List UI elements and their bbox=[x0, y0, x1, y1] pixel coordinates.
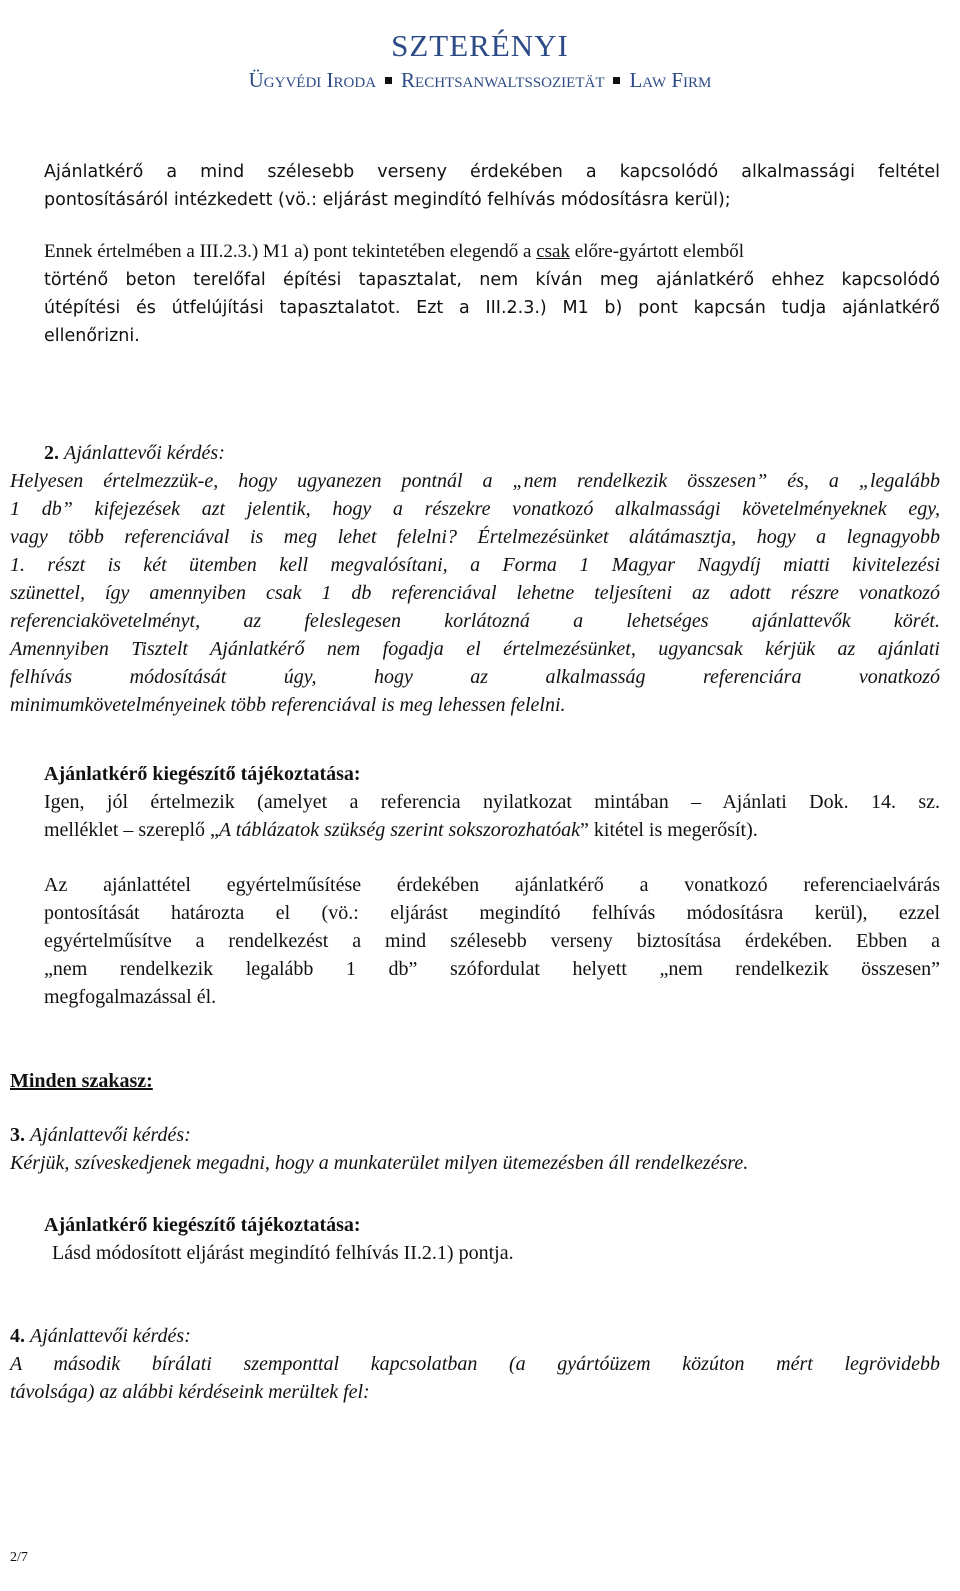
q2-question-line: Amennyiben Tisztelt Ajánlatkérő nem fogadja el értelmezésünket, ugyancsak kérjük az ajánlati bbox=[10, 638, 940, 660]
q2-answer-line2 bbox=[44, 816, 940, 844]
q2-answer-label: Ajánlatkérő kiegészítő tájékoztatása: bbox=[44, 763, 361, 785]
q2-answer-2-line: „nem rendelkezik legalább 1 db” szófordulat helyett „nem rendelkezik összesen” bbox=[44, 958, 940, 980]
q2-answer-text-b: ” kitétel is megerősít). bbox=[580, 819, 758, 841]
q2-question-line: 1. részt is két ütemben kell megvalósítani, a Forma 1 Magyar Nagydíj miatti kivitelezési bbox=[10, 554, 940, 576]
q2-question bbox=[10, 467, 940, 719]
question-4 bbox=[10, 1322, 940, 1406]
q2-answer-text-a: melléklet – szereplő „ bbox=[44, 819, 219, 841]
q2-answer-line1: Igen, jól értelmezik (amelyet a referencia nyilatkozat mintában – Ajánlati Dok. 14. sz. bbox=[44, 791, 940, 813]
q2-answer-2-line: megfogalmazással él. bbox=[44, 986, 217, 1008]
firm-subtitle bbox=[0, 68, 960, 92]
q2-answer-italic: A táblázatok szükség szerint sokszorozhatóak bbox=[218, 819, 581, 841]
q3-answer-label: Ajánlatkérő kiegészítő tájékoztatása: bbox=[44, 1214, 361, 1236]
q4-label: Ajánlattevői kérdés: bbox=[30, 1325, 191, 1347]
q4-question-line1: A második bírálati szemponttal kapcsolatban (a gyártóüzem közúton mért legrövidebb bbox=[10, 1353, 940, 1375]
question-2 bbox=[10, 439, 940, 719]
q2-question-line: szünettel, így amennyiben csak 1 db referenciával lehetne teljesíteni az adott részre vonatkozó bbox=[10, 582, 940, 604]
q4-number: 4. bbox=[10, 1325, 25, 1347]
section-heading: Minden szakasz: bbox=[10, 1070, 153, 1092]
q2-question-line: Helyesen értelmezzük-e, hogy ugyanezen pontnál a „nem rendelkezik összesen” és, a „legalább bbox=[10, 470, 940, 492]
para1-line1: Ajánlatkérő a mind szélesebb verseny érdekében a kapcsolódó alkalmassági feltétel bbox=[44, 162, 940, 182]
q2-answer-2-line: egyértelműsítve a rendelkezést a mind szélesebb verseny biztosítása érdekében. Ebben a bbox=[44, 930, 940, 952]
page-number: 2/7 bbox=[10, 1550, 28, 1565]
q3-number: 3. bbox=[10, 1124, 25, 1146]
firm-name: SZTERÉNYI bbox=[391, 28, 569, 63]
firm-sub-hu: Ügyvédi Iroda bbox=[248, 68, 377, 92]
q3-answer bbox=[44, 1211, 940, 1267]
letterhead bbox=[0, 0, 960, 92]
para2-line2: történő beton terelőfal építési tapasztalat, nem kíván meg ajánlatkérő ehhez kapcsolódó bbox=[44, 270, 940, 290]
para2-line3: útépítési és útfelújítási tapasztalatot. Ezt a III.2.3.) M1 b) pont kapcsán tudja ajánlatkérő bbox=[44, 298, 940, 318]
q2-answer-2-line: pontosítását határozta el (vö.: eljárást megindító felhívás módosításra kerül), ezzel bbox=[44, 902, 940, 924]
para2-text-a: Ennek értelmében a III.2.3.) M1 a) pont tekintetében elegendő a bbox=[44, 241, 537, 262]
para2-line1 bbox=[44, 238, 940, 266]
q2-question-line: felhívás módosítását úgy, hogy az alkalmasság referenciára vonatkozó bbox=[10, 666, 940, 688]
q3-question: Kérjük, szíveskedjenek megadni, hogy a munkaterület milyen ütemezésben áll rendelkezésre. bbox=[10, 1152, 749, 1174]
q3-heading bbox=[10, 1121, 940, 1149]
para2-underlined: csak bbox=[536, 241, 570, 262]
paragraph-2 bbox=[44, 238, 940, 350]
square-bullet-icon bbox=[613, 77, 620, 84]
firm-sub-de: Rechtsanwaltssozietät bbox=[401, 68, 605, 92]
q2-question-line: referenciakövetelményt, az feleslegesen korlátozná a lehetséges ajánlattevők körét. bbox=[10, 610, 940, 632]
q2-answer-2 bbox=[44, 871, 940, 1011]
q2-heading bbox=[10, 439, 940, 467]
q2-question-line: vagy több referenciával is meg lehet felelni? Értelmezésünket alátámasztja, hogy a legnagyobb bbox=[10, 526, 940, 548]
q2-answer-2-lines bbox=[44, 871, 940, 1011]
para1-line2: pontosításáról intézkedett (vö.: eljárást megindító felhívás módosításra kerül); bbox=[44, 190, 731, 210]
q4-heading bbox=[10, 1322, 940, 1350]
q2-question-line: 1 db” kifejezések azt jelentik, hogy a részekre vonatkozó alkalmassági követelményeknek egy, bbox=[10, 498, 940, 520]
q2-number: 2. bbox=[44, 442, 59, 464]
q2-answer bbox=[44, 760, 940, 844]
q4-question-line2: távolsága) az alábbi kérdéseink merültek fel: bbox=[10, 1381, 370, 1403]
q2-label: Ajánlattevői kérdés: bbox=[64, 442, 225, 464]
q3-answer-text: Lásd módosított eljárást megindító felhívás II.2.1) pontja. bbox=[52, 1242, 514, 1264]
paragraph-1 bbox=[44, 158, 940, 214]
q3-label: Ajánlattevői kérdés: bbox=[30, 1124, 191, 1146]
square-bullet-icon bbox=[385, 77, 392, 84]
para2-line4: ellenőrizni. bbox=[44, 326, 140, 346]
q2-answer-2-line: Az ajánlattétel egyértelműsítése érdekében ajánlatkérő a vonatkozó referenciaelvárás bbox=[44, 874, 940, 896]
q2-question-line: minimumkövetelményeinek több referenciával is meg lehessen felelni. bbox=[10, 694, 566, 716]
firm-sub-en: Law Firm bbox=[629, 68, 712, 92]
question-3 bbox=[10, 1121, 940, 1177]
para2-text-b: előre-gyártott elemből bbox=[569, 241, 745, 262]
